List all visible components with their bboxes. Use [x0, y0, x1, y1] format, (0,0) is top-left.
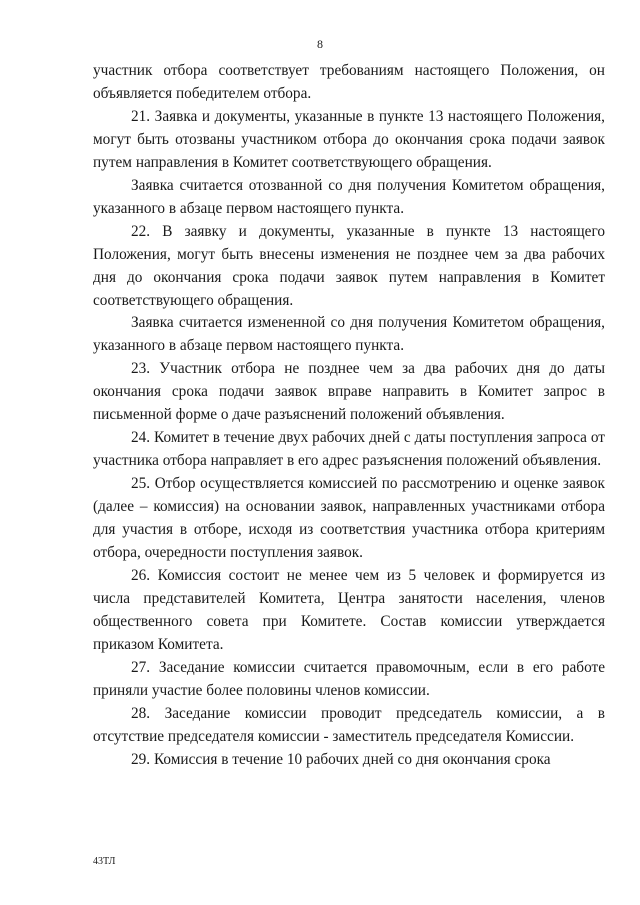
- page-number: 8: [317, 37, 323, 51]
- paragraph-item-25: 25. Отбор осуществляется комиссией по рассмотрению и оценке заявок (далее – комиссия) на основании заявок, направленных участниками отбора для участия в отборе, исходя из соответствия участника отбора критериям отбора, очередности поступления заявок.: [93, 475, 605, 562]
- paragraph-item-22: 22. В заявку и документы, указанные в пункте 13 настоящего Положения, могут быть внесены изменения не позднее чем за два рабочих дня до окончания срока подачи заявок путем направления в Комитет соответствующего обращения.: [93, 222, 605, 309]
- paragraph-item-29: 29. Комиссия в течение 10 рабочих дней со дня окончания срока: [131, 750, 551, 768]
- paragraph-item-28: 28. Заседание комиссии проводит председатель комиссии, а в отсутствие председателя комиссии - заместитель председателя Комиссии.: [93, 704, 605, 745]
- paragraph-item-23: 23. Участник отбора не позднее чем за два рабочих дня до даты окончания срока подачи заявок вправе направить в Комитет запрос в письменной форме о даче разъяснений положений объявления.: [93, 360, 605, 424]
- paragraph-item-26: 26. Комиссия состоит не менее чем из 5 человек и формируется из числа представителей Комитета, Центра занятости населения, членов общественного совета при Комитете. Состав комиссии утверждается приказом Комитета.: [93, 566, 605, 653]
- paragraph-item-24: 24. Комитет в течение двух рабочих дней с даты поступления запроса от участника отбора направляет в его адрес разъяснения положений объявления.: [93, 429, 605, 470]
- paragraph-item-21-note: Заявка считается отозванной со дня получения Комитетом обращения, указанного в абзаце первом настоящего пункта.: [93, 176, 605, 217]
- paragraph-item-22-note: Заявка считается измененной со дня получения Комитетом обращения, указанного в абзаце первом настоящего пункта.: [93, 314, 605, 355]
- paragraph-item-27: 27. Заседание комиссии считается правомочным, если в его работе приняли участие более половины членов комиссии.: [93, 658, 605, 699]
- paragraph-continuation: участник отбора соответствует требованиям настоящего Положения, он объявляется победителем отбора.: [93, 62, 605, 102]
- footer-document-code: 43ТЛ: [93, 856, 116, 867]
- document-body: [93, 60, 605, 772]
- paragraph-item-21: 21. Заявка и документы, указанные в пункте 13 настоящего Положения, могут быть отозваны участником отбора до окончания срока подачи заявок путем направления в Комитет соответствующего обращения.: [93, 107, 605, 171]
